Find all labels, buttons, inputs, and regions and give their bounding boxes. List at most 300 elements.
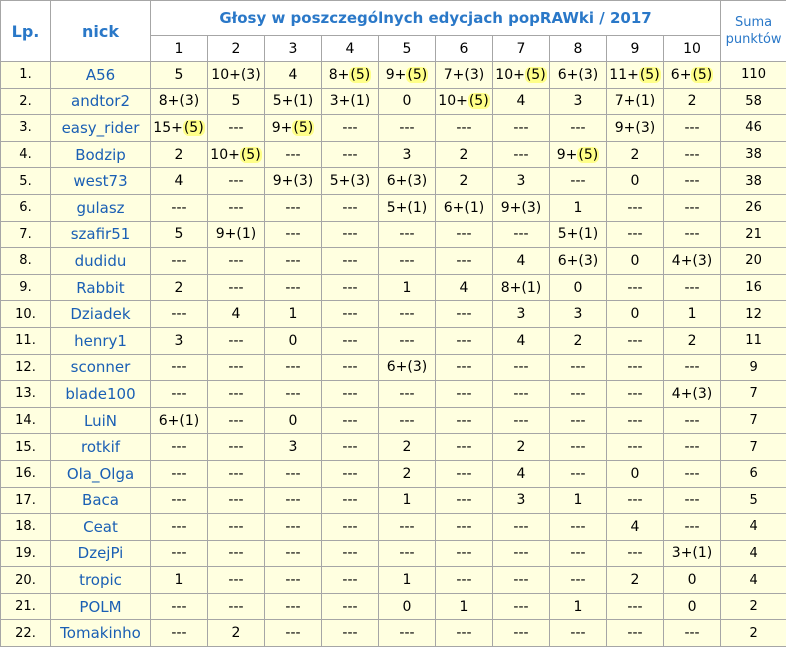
vote-cell: --- bbox=[265, 567, 322, 594]
sum-cell: 5 bbox=[721, 487, 786, 514]
vote-cell: --- bbox=[436, 248, 493, 275]
vote-cell: --- bbox=[379, 381, 436, 408]
nick-cell: tropic bbox=[51, 567, 151, 594]
vote-cell: --- bbox=[607, 487, 664, 514]
vote-cell: --- bbox=[322, 141, 379, 168]
vote-cell: 4 bbox=[436, 274, 493, 301]
rank-cell: 9. bbox=[1, 274, 51, 301]
sum-cell: 7 bbox=[721, 407, 786, 434]
table-row bbox=[1, 88, 786, 115]
vote-cell: --- bbox=[550, 381, 607, 408]
vote-cell: 2 bbox=[208, 620, 265, 647]
vote-cell: --- bbox=[151, 593, 208, 620]
vote-cell: --- bbox=[436, 460, 493, 487]
vote-cell: --- bbox=[550, 115, 607, 142]
nick-cell: Ola_Olga bbox=[51, 460, 151, 487]
vote-cell: 0 bbox=[379, 593, 436, 620]
rank-cell: 10. bbox=[1, 301, 51, 328]
vote-cell: --- bbox=[550, 434, 607, 461]
vote-cell: --- bbox=[151, 194, 208, 221]
vote-cell: --- bbox=[265, 593, 322, 620]
vote-cell: 3 bbox=[550, 88, 607, 115]
sum-header-line2: punktów bbox=[725, 32, 782, 47]
vote-cell: 1 bbox=[379, 274, 436, 301]
bonus-highlight: (5) bbox=[240, 146, 261, 163]
vote-cell: --- bbox=[208, 434, 265, 461]
bonus-highlight: (5) bbox=[183, 119, 204, 136]
vote-cell: 2 bbox=[607, 141, 664, 168]
bonus-highlight: (5) bbox=[468, 93, 489, 110]
vote-cell: --- bbox=[208, 248, 265, 275]
rank-cell: 6. bbox=[1, 194, 51, 221]
vote-cell: 9+(3) bbox=[493, 194, 550, 221]
vote-cell: 15+(5) bbox=[151, 115, 208, 142]
vote-cell: --- bbox=[607, 407, 664, 434]
vote-cell: --- bbox=[436, 327, 493, 354]
vote-cell: --- bbox=[436, 115, 493, 142]
vote-cell: --- bbox=[436, 514, 493, 541]
nick-cell: Baca bbox=[51, 487, 151, 514]
vote-cell: --- bbox=[493, 141, 550, 168]
sum-cell: 26 bbox=[721, 194, 786, 221]
vote-cell: 4 bbox=[607, 514, 664, 541]
vote-cell: --- bbox=[265, 487, 322, 514]
vote-cell: --- bbox=[322, 514, 379, 541]
vote-cell: --- bbox=[322, 301, 379, 328]
vote-cell: 2 bbox=[550, 327, 607, 354]
vote-cell: 3 bbox=[493, 168, 550, 195]
rank-cell: 12. bbox=[1, 354, 51, 381]
vote-cell: --- bbox=[322, 460, 379, 487]
vote-cell: --- bbox=[208, 514, 265, 541]
nick-cell: LuiN bbox=[51, 407, 151, 434]
vote-cell: --- bbox=[550, 540, 607, 567]
sum-cell: 7 bbox=[721, 381, 786, 408]
vote-cell: --- bbox=[493, 221, 550, 248]
vote-cell: 2 bbox=[379, 460, 436, 487]
vote-cell: --- bbox=[379, 407, 436, 434]
vote-cell: --- bbox=[664, 514, 721, 541]
rank-cell: 1. bbox=[1, 62, 51, 89]
vote-cell: --- bbox=[664, 460, 721, 487]
sum-header bbox=[721, 1, 786, 62]
vote-cell: 1 bbox=[664, 301, 721, 328]
edition-header: 2 bbox=[208, 36, 265, 62]
sum-cell: 6 bbox=[721, 460, 786, 487]
vote-cell: --- bbox=[664, 620, 721, 647]
vote-cell: --- bbox=[208, 327, 265, 354]
vote-cell: --- bbox=[436, 381, 493, 408]
vote-cell: --- bbox=[664, 194, 721, 221]
vote-cell: 5 bbox=[151, 62, 208, 89]
vote-cell: --- bbox=[322, 248, 379, 275]
vote-cell: 10+(5) bbox=[208, 141, 265, 168]
vote-cell: --- bbox=[208, 168, 265, 195]
vote-cell: 4+(3) bbox=[664, 381, 721, 408]
vote-cell: --- bbox=[436, 434, 493, 461]
vote-cell: --- bbox=[664, 168, 721, 195]
vote-cell: 10+(5) bbox=[436, 88, 493, 115]
table-row bbox=[1, 274, 786, 301]
vote-cell: 3 bbox=[379, 141, 436, 168]
vote-cell: 4 bbox=[151, 168, 208, 195]
vote-cell: --- bbox=[379, 248, 436, 275]
vote-cell: --- bbox=[436, 487, 493, 514]
vote-cell: --- bbox=[208, 115, 265, 142]
vote-cell: --- bbox=[265, 540, 322, 567]
rank-cell: 5. bbox=[1, 168, 51, 195]
vote-cell: --- bbox=[436, 540, 493, 567]
vote-cell: --- bbox=[550, 460, 607, 487]
vote-cell: 0 bbox=[607, 460, 664, 487]
nick-cell: dudidu bbox=[51, 248, 151, 275]
vote-cell: --- bbox=[379, 301, 436, 328]
edition-header: 6 bbox=[436, 36, 493, 62]
vote-cell: --- bbox=[436, 407, 493, 434]
edition-header: 8 bbox=[550, 36, 607, 62]
vote-cell: --- bbox=[550, 168, 607, 195]
vote-cell: --- bbox=[550, 514, 607, 541]
vote-cell: --- bbox=[607, 194, 664, 221]
vote-cell: 6+(3) bbox=[379, 168, 436, 195]
vote-cell: --- bbox=[436, 354, 493, 381]
vote-cell: --- bbox=[208, 274, 265, 301]
vote-cell: --- bbox=[265, 221, 322, 248]
nick-cell: rotkif bbox=[51, 434, 151, 461]
sum-cell: 4 bbox=[721, 540, 786, 567]
table-body bbox=[1, 62, 786, 647]
vote-cell: 1 bbox=[265, 301, 322, 328]
sum-cell: 7 bbox=[721, 434, 786, 461]
vote-cell: 8+(3) bbox=[151, 88, 208, 115]
vote-cell: --- bbox=[322, 274, 379, 301]
table-row bbox=[1, 168, 786, 195]
vote-cell: 3 bbox=[265, 434, 322, 461]
vote-cell: 0 bbox=[607, 168, 664, 195]
table-row bbox=[1, 221, 786, 248]
edition-header: 1 bbox=[151, 36, 208, 62]
vote-cell: --- bbox=[493, 381, 550, 408]
vote-cell: 10+(3) bbox=[208, 62, 265, 89]
vote-cell: --- bbox=[151, 460, 208, 487]
sum-cell: 110 bbox=[721, 62, 786, 89]
bonus-highlight: (5) bbox=[293, 119, 314, 136]
sum-cell: 21 bbox=[721, 221, 786, 248]
edition-header: 9 bbox=[607, 36, 664, 62]
vote-cell: 7+(3) bbox=[436, 62, 493, 89]
vote-cell: 0 bbox=[265, 327, 322, 354]
vote-cell: --- bbox=[436, 620, 493, 647]
vote-cell: --- bbox=[607, 327, 664, 354]
rank-cell: 19. bbox=[1, 540, 51, 567]
nick-cell: Bodzip bbox=[51, 141, 151, 168]
nick-cell: sconner bbox=[51, 354, 151, 381]
vote-cell: 3+(1) bbox=[664, 540, 721, 567]
vote-cell: --- bbox=[664, 221, 721, 248]
vote-cell: --- bbox=[265, 274, 322, 301]
vote-cell: --- bbox=[208, 540, 265, 567]
bonus-highlight: (5) bbox=[578, 146, 599, 163]
vote-cell: --- bbox=[436, 221, 493, 248]
vote-cell: --- bbox=[607, 540, 664, 567]
rank-cell: 20. bbox=[1, 567, 51, 594]
vote-cell: --- bbox=[208, 194, 265, 221]
vote-cell: --- bbox=[607, 221, 664, 248]
vote-cell: 1 bbox=[436, 593, 493, 620]
sum-cell: 2 bbox=[721, 593, 786, 620]
vote-cell: --- bbox=[151, 434, 208, 461]
vote-cell: --- bbox=[322, 194, 379, 221]
nick-cell: easy_rider bbox=[51, 115, 151, 142]
vote-cell: --- bbox=[151, 354, 208, 381]
vote-cell: --- bbox=[664, 434, 721, 461]
rank-cell: 22. bbox=[1, 620, 51, 647]
vote-cell: --- bbox=[265, 141, 322, 168]
vote-cell: --- bbox=[322, 567, 379, 594]
edition-header: 10 bbox=[664, 36, 721, 62]
vote-cell: --- bbox=[607, 354, 664, 381]
vote-cell: 6+(3) bbox=[550, 62, 607, 89]
vote-cell: --- bbox=[379, 540, 436, 567]
vote-cell: --- bbox=[151, 301, 208, 328]
vote-cell: 2 bbox=[664, 88, 721, 115]
vote-cell: --- bbox=[208, 460, 265, 487]
vote-cell: --- bbox=[493, 540, 550, 567]
vote-cell: --- bbox=[436, 301, 493, 328]
vote-cell: --- bbox=[322, 115, 379, 142]
vote-cell: 3 bbox=[493, 487, 550, 514]
vote-cell: --- bbox=[379, 115, 436, 142]
vote-cell: --- bbox=[607, 274, 664, 301]
vote-cell: 6+(5) bbox=[664, 62, 721, 89]
table-row bbox=[1, 593, 786, 620]
vote-cell: 3 bbox=[493, 301, 550, 328]
table-row bbox=[1, 327, 786, 354]
vote-cell: --- bbox=[265, 620, 322, 647]
vote-cell: --- bbox=[607, 620, 664, 647]
vote-cell: --- bbox=[208, 407, 265, 434]
vote-cell: --- bbox=[607, 434, 664, 461]
vote-cell: 1 bbox=[379, 487, 436, 514]
vote-cell: --- bbox=[265, 248, 322, 275]
bonus-highlight: (5) bbox=[639, 66, 660, 83]
table-row bbox=[1, 194, 786, 221]
vote-cell: 0 bbox=[607, 248, 664, 275]
vote-cell: --- bbox=[550, 407, 607, 434]
vote-cell: --- bbox=[493, 593, 550, 620]
edition-header: 3 bbox=[265, 36, 322, 62]
vote-cell: 9+(1) bbox=[208, 221, 265, 248]
vote-cell: 9+(5) bbox=[379, 62, 436, 89]
vote-cell: --- bbox=[151, 540, 208, 567]
vote-cell: --- bbox=[151, 248, 208, 275]
vote-cell: --- bbox=[322, 381, 379, 408]
table-row bbox=[1, 141, 786, 168]
vote-cell: 6+(3) bbox=[379, 354, 436, 381]
table-row bbox=[1, 115, 786, 142]
rank-cell: 14. bbox=[1, 407, 51, 434]
table-row bbox=[1, 62, 786, 89]
vote-cell: 1 bbox=[550, 194, 607, 221]
nick-cell: west73 bbox=[51, 168, 151, 195]
table-row bbox=[1, 487, 786, 514]
vote-cell: 11+(5) bbox=[607, 62, 664, 89]
table-row bbox=[1, 381, 786, 408]
vote-cell: 0 bbox=[379, 88, 436, 115]
nick-cell: szafir51 bbox=[51, 221, 151, 248]
vote-cell: --- bbox=[208, 354, 265, 381]
rank-cell: 7. bbox=[1, 221, 51, 248]
header-row bbox=[1, 1, 786, 36]
vote-cell: 9+(5) bbox=[265, 115, 322, 142]
vote-cell: 6+(1) bbox=[436, 194, 493, 221]
vote-cell: 5 bbox=[208, 88, 265, 115]
vote-cell: --- bbox=[322, 620, 379, 647]
vote-cell: --- bbox=[379, 327, 436, 354]
bonus-highlight: (5) bbox=[692, 66, 713, 83]
vote-cell: --- bbox=[151, 514, 208, 541]
vote-cell: --- bbox=[265, 354, 322, 381]
vote-cell: 4 bbox=[493, 460, 550, 487]
vote-cell: 4 bbox=[493, 327, 550, 354]
sum-cell: 11 bbox=[721, 327, 786, 354]
nick-cell: A56 bbox=[51, 62, 151, 89]
vote-cell: --- bbox=[322, 593, 379, 620]
vote-cell: --- bbox=[322, 434, 379, 461]
sum-cell: 38 bbox=[721, 141, 786, 168]
sum-cell: 4 bbox=[721, 514, 786, 541]
vote-cell: --- bbox=[322, 487, 379, 514]
nick-cell: Tomakinho bbox=[51, 620, 151, 647]
vote-cell: 0 bbox=[664, 593, 721, 620]
vote-cell: --- bbox=[379, 620, 436, 647]
vote-cell: 0 bbox=[265, 407, 322, 434]
table-row bbox=[1, 460, 786, 487]
vote-cell: 3+(1) bbox=[322, 88, 379, 115]
vote-cell: --- bbox=[550, 620, 607, 647]
vote-cell: 9+(3) bbox=[265, 168, 322, 195]
vote-cell: 3 bbox=[550, 301, 607, 328]
rank-cell: 16. bbox=[1, 460, 51, 487]
nick-cell: henry1 bbox=[51, 327, 151, 354]
table-row bbox=[1, 620, 786, 647]
vote-cell: 8+(5) bbox=[322, 62, 379, 89]
sum-cell: 12 bbox=[721, 301, 786, 328]
sum-cell: 46 bbox=[721, 115, 786, 142]
vote-cell: 7+(1) bbox=[607, 88, 664, 115]
vote-cell: 3 bbox=[151, 327, 208, 354]
sum-cell: 4 bbox=[721, 567, 786, 594]
nick-cell: POLM bbox=[51, 593, 151, 620]
vote-cell: 4 bbox=[493, 248, 550, 275]
vote-cell: 4 bbox=[265, 62, 322, 89]
vote-cell: --- bbox=[151, 381, 208, 408]
vote-cell: --- bbox=[664, 354, 721, 381]
vote-cell: --- bbox=[151, 620, 208, 647]
vote-cell: --- bbox=[265, 514, 322, 541]
vote-cell: --- bbox=[208, 381, 265, 408]
rank-cell: 13. bbox=[1, 381, 51, 408]
vote-cell: 2 bbox=[379, 434, 436, 461]
table-row bbox=[1, 407, 786, 434]
rank-cell: 18. bbox=[1, 514, 51, 541]
vote-cell: 4 bbox=[493, 88, 550, 115]
vote-cell: --- bbox=[151, 487, 208, 514]
rank-cell: 21. bbox=[1, 593, 51, 620]
vote-cell: --- bbox=[493, 407, 550, 434]
bonus-highlight: (5) bbox=[407, 66, 428, 83]
table-row bbox=[1, 434, 786, 461]
vote-cell: --- bbox=[322, 354, 379, 381]
table-title: Głosy w poszczególnych edycjach popRAWki / 2017 bbox=[151, 1, 721, 36]
vote-cell: 2 bbox=[151, 274, 208, 301]
vote-cell: 8+(1) bbox=[493, 274, 550, 301]
vote-cell: 4 bbox=[208, 301, 265, 328]
sum-header-line1: Suma bbox=[735, 15, 773, 30]
vote-cell: 5 bbox=[151, 221, 208, 248]
vote-cell: 5+(3) bbox=[322, 168, 379, 195]
vote-cell: 10+(5) bbox=[493, 62, 550, 89]
vote-cell: 2 bbox=[607, 567, 664, 594]
edition-header: 4 bbox=[322, 36, 379, 62]
table-row bbox=[1, 301, 786, 328]
vote-cell: 1 bbox=[550, 487, 607, 514]
vote-cell: --- bbox=[322, 540, 379, 567]
edition-header: 7 bbox=[493, 36, 550, 62]
rank-cell: 3. bbox=[1, 115, 51, 142]
vote-cell: 2 bbox=[151, 141, 208, 168]
vote-cell: --- bbox=[493, 620, 550, 647]
vote-cell: 5+(1) bbox=[379, 194, 436, 221]
vote-cell: --- bbox=[664, 274, 721, 301]
table-row bbox=[1, 514, 786, 541]
vote-cell: 6+(3) bbox=[550, 248, 607, 275]
vote-cell: 2 bbox=[493, 434, 550, 461]
vote-cell: --- bbox=[493, 115, 550, 142]
sum-cell: 38 bbox=[721, 168, 786, 195]
vote-cell: 9+(3) bbox=[607, 115, 664, 142]
vote-cell: 1 bbox=[379, 567, 436, 594]
vote-cell: --- bbox=[208, 593, 265, 620]
nick-cell: Rabbit bbox=[51, 274, 151, 301]
sum-cell: 9 bbox=[721, 354, 786, 381]
vote-cell: 1 bbox=[151, 567, 208, 594]
vote-cell: 2 bbox=[664, 327, 721, 354]
vote-cell: --- bbox=[664, 407, 721, 434]
vote-cell: --- bbox=[436, 567, 493, 594]
sum-cell: 16 bbox=[721, 274, 786, 301]
vote-cell: 2 bbox=[436, 168, 493, 195]
vote-cell: 2 bbox=[436, 141, 493, 168]
vote-cell: --- bbox=[322, 221, 379, 248]
vote-cell: 5+(1) bbox=[550, 221, 607, 248]
vote-cell: --- bbox=[322, 407, 379, 434]
nick-cell: Ceat bbox=[51, 514, 151, 541]
rank-cell: 4. bbox=[1, 141, 51, 168]
sum-cell: 58 bbox=[721, 88, 786, 115]
rank-cell: 2. bbox=[1, 88, 51, 115]
vote-cell: --- bbox=[664, 141, 721, 168]
nick-cell: andtor2 bbox=[51, 88, 151, 115]
vote-cell: --- bbox=[265, 460, 322, 487]
vote-cell: --- bbox=[550, 354, 607, 381]
vote-cell: 6+(1) bbox=[151, 407, 208, 434]
lp-header: Lp. bbox=[1, 1, 51, 62]
vote-cell: --- bbox=[208, 567, 265, 594]
rank-cell: 17. bbox=[1, 487, 51, 514]
vote-cell: --- bbox=[607, 381, 664, 408]
vote-cell: --- bbox=[664, 115, 721, 142]
